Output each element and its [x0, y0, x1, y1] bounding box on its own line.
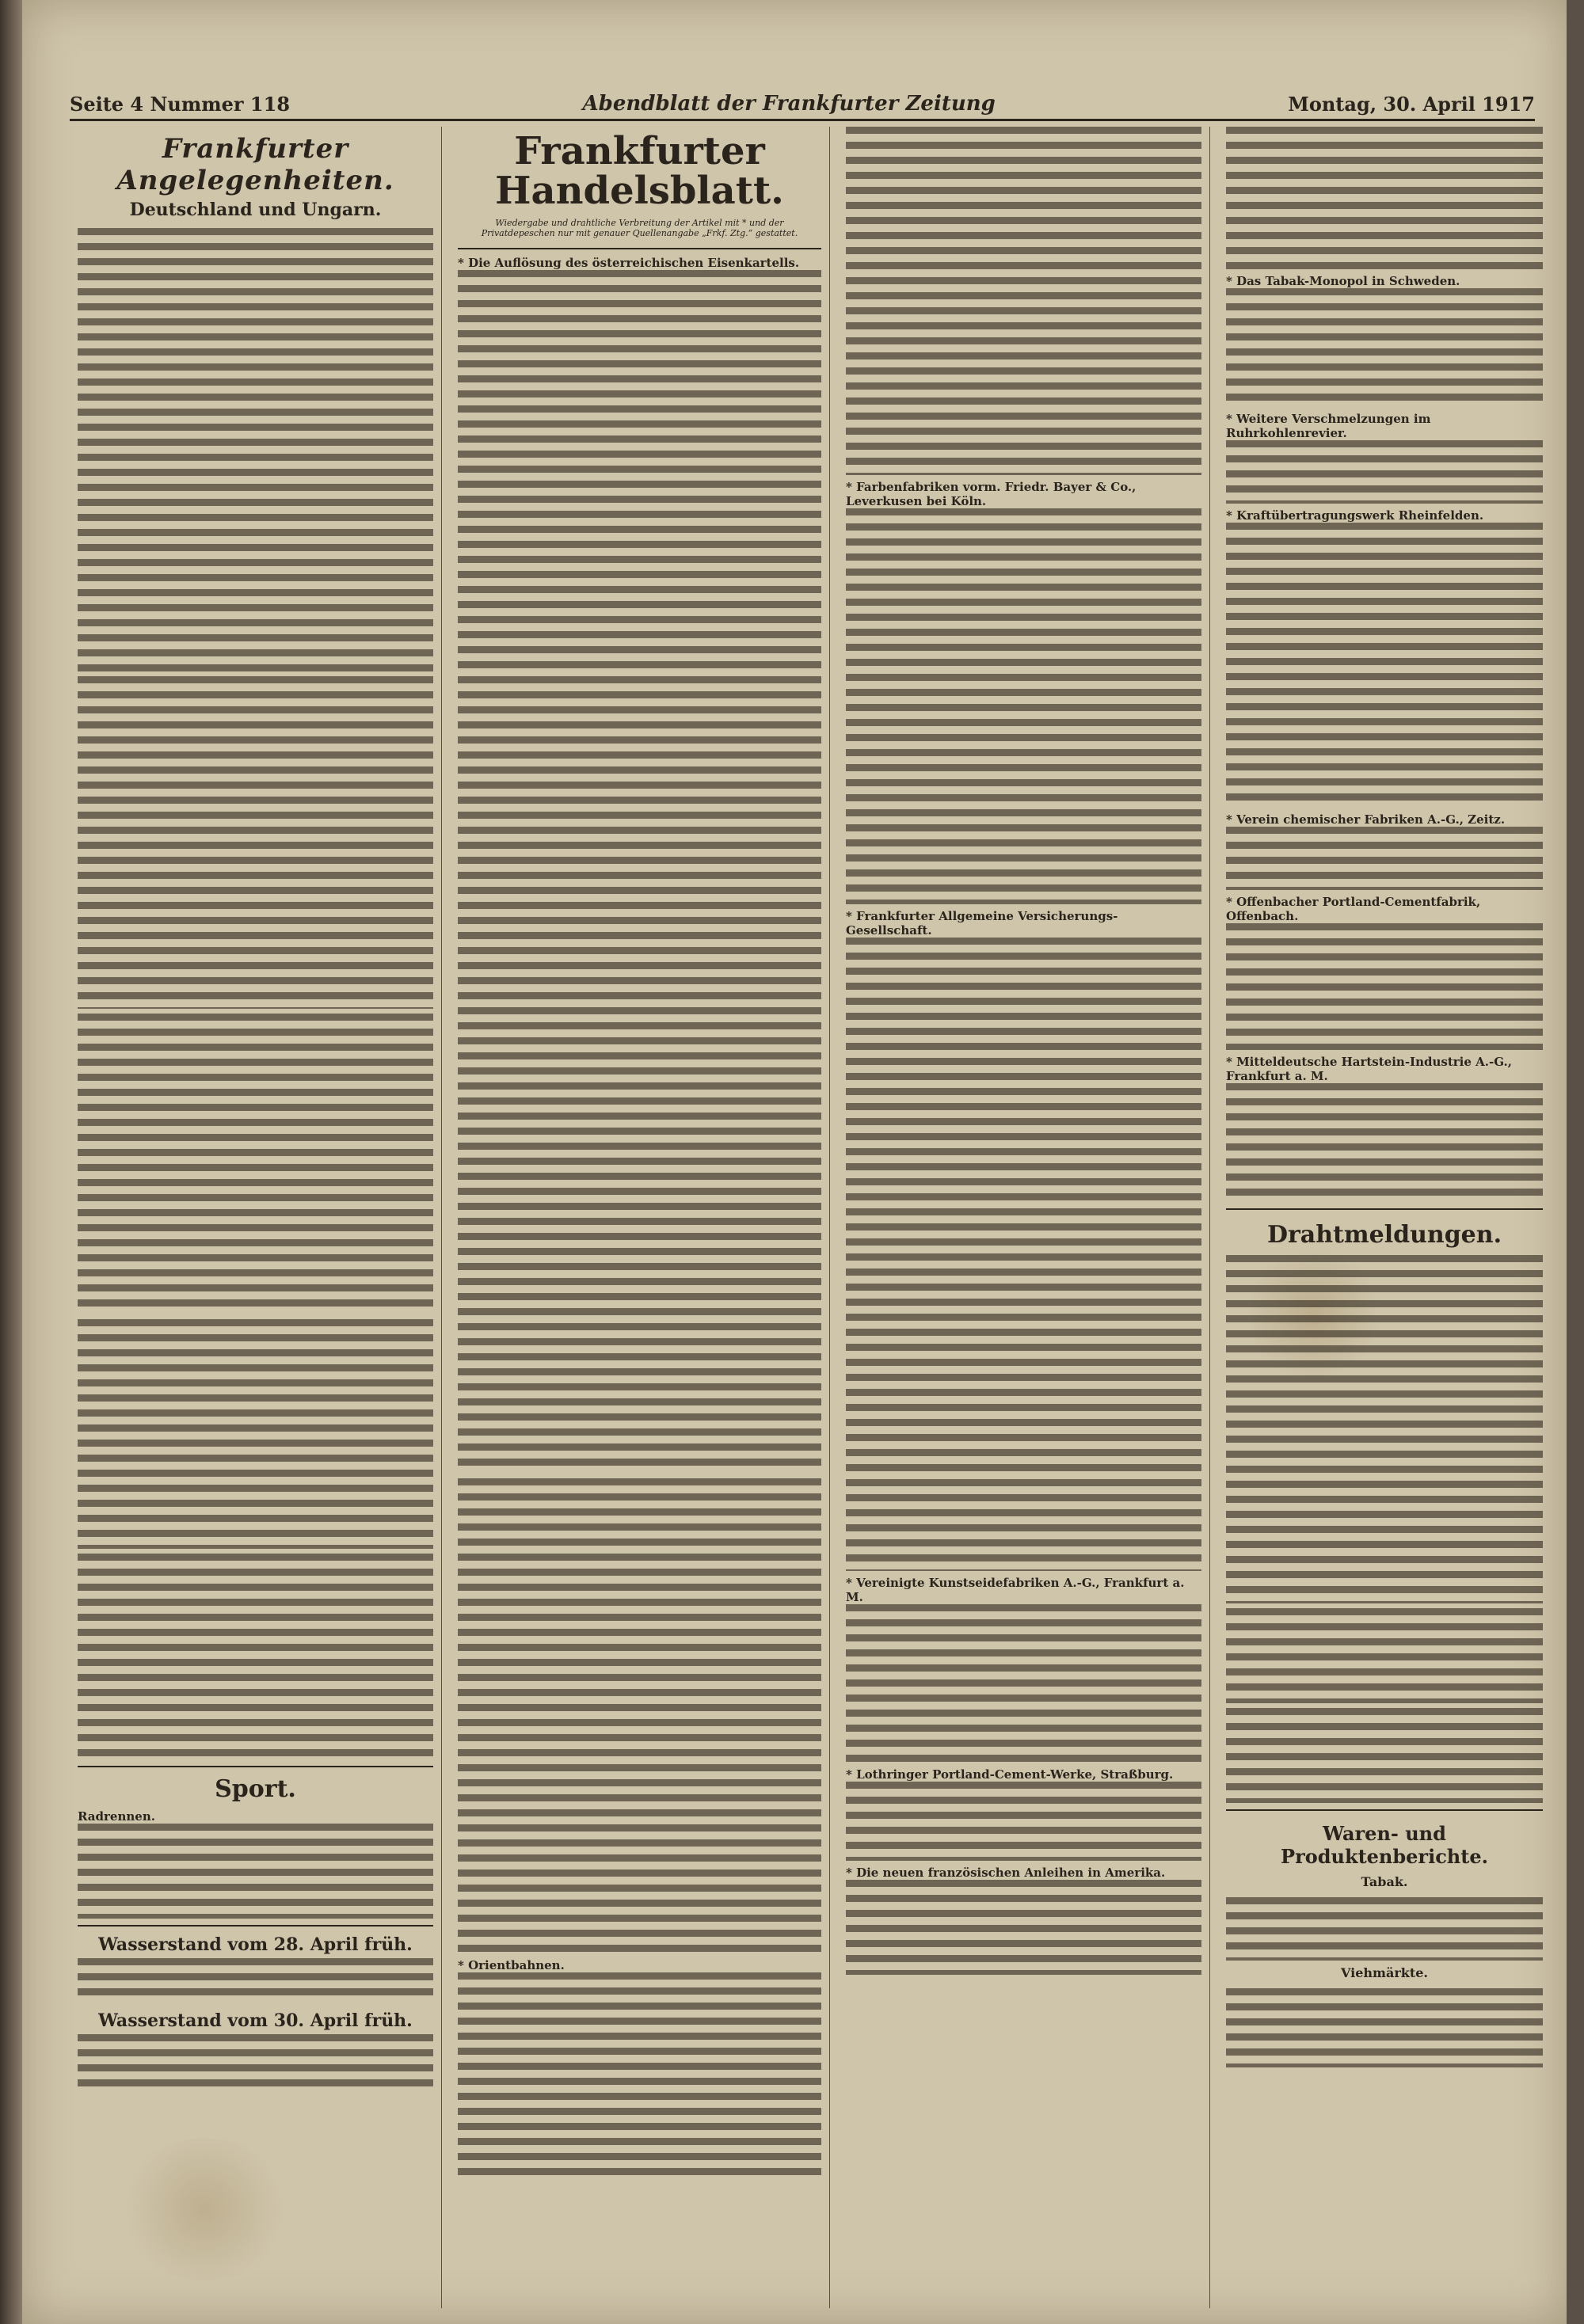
article-body — [78, 1014, 433, 1314]
water-level-title: Wasserstand vom 28. April früh. — [98, 1934, 413, 1955]
header-date: Montag, 30. April 1917 — [1288, 93, 1535, 116]
article-body — [1226, 1988, 1543, 2067]
article-headline: * Mitteldeutsche Hartstein-Industrie A.-G., Frankfurt a. M. — [1226, 1055, 1512, 1083]
header-page-number: Seite 4 Nummer 118 — [70, 93, 291, 116]
article-headline: * Die neuen französischen Anleihen in Amerika. — [846, 1866, 1166, 1880]
article-body — [1226, 127, 1543, 269]
section-title: Frankfurter Angelegenheiten. — [116, 133, 394, 196]
section-title-waren: Waren- und Produktenberichte. — [1281, 1822, 1488, 1868]
article-body — [846, 1604, 1201, 1763]
article-body — [846, 1880, 1201, 1975]
section-title-sport: Sport. — [215, 1775, 296, 1803]
exchange-rates-table — [1226, 1608, 1543, 1703]
column-handelsblatt-continued — [838, 127, 1210, 2308]
article-headline: * Frankfurter Allgemeine Versicherungs-Gesellschaft. — [846, 909, 1118, 938]
article-body — [78, 1319, 433, 1549]
article-body — [1226, 1255, 1543, 1603]
column-right — [1218, 127, 1551, 2308]
article-body — [1226, 523, 1543, 808]
article-body — [78, 676, 433, 1009]
divider — [1226, 1208, 1543, 1210]
section-title-drahtmeldungen: Drahtmeldungen. — [1266, 1221, 1502, 1249]
article-body — [78, 1554, 433, 1759]
column-frankfurter-angelegenheiten — [70, 127, 442, 2308]
article-headline: * Verein chemischer Fabriken A.-G., Zeitz. — [1226, 812, 1506, 827]
article-body — [458, 1478, 821, 1953]
newspaper-page — [22, 0, 1567, 2324]
section-title: Frankfurter Handelsblatt. — [495, 129, 784, 214]
article-body — [1226, 923, 1543, 1050]
header-publication: Abendblatt der Frankfurter Zeitung — [582, 92, 996, 116]
article-headline: Radrennen. — [78, 1809, 155, 1824]
column-handelsblatt — [450, 127, 830, 2308]
article-headline: * Die Auflösung des österreichischen Eisenkartells. — [458, 255, 800, 270]
article-subtitle: Tabak. — [1361, 1874, 1408, 1889]
article-headline: * Kraftübertragungswerk Rheinfelden. — [1226, 508, 1484, 523]
article-subtitle: Deutschland und Ungarn. — [129, 200, 382, 220]
water-level-table — [78, 2034, 433, 2094]
divider — [458, 248, 821, 249]
article-body — [1226, 1708, 1543, 1803]
divider — [78, 1925, 433, 1927]
article-body — [78, 1824, 433, 1919]
article-headline: * Lothringer Portland-Cement-Werke, Straßburg. — [846, 1767, 1174, 1782]
article-body — [1226, 1083, 1543, 1202]
article-headline: * Orientbahnen. — [458, 1957, 565, 1972]
divider — [1226, 1809, 1543, 1811]
article-body — [846, 938, 1201, 1571]
article-body — [1226, 1897, 1543, 1961]
article-body — [1226, 440, 1543, 504]
article-body — [846, 127, 1201, 475]
article-body — [846, 508, 1201, 904]
article-headline: * Farbenfabriken vorm. Friedr. Bayer & Co., Leverkusen bei Köln. — [846, 480, 1137, 508]
book-binding — [0, 0, 22, 2324]
article-body — [458, 1972, 821, 2178]
article-headline: * Weitere Verschmelzungen im Ruhrkohlenrevier. — [1226, 412, 1431, 440]
water-level-title: Wasserstand vom 30. April früh. — [98, 2010, 413, 2031]
article-headline: * Das Tabak-Monopol in Schweden. — [1226, 274, 1460, 288]
article-body — [846, 1782, 1201, 1861]
reproduction-note: Wiedergabe und drahtliche Verbreitung der Artikel mit * und der Privatdepeschen nur mit genauer Quellenangabe „Frkf. Ztg.“ gestattet. — [481, 217, 798, 238]
article-body — [1226, 827, 1543, 890]
article-body — [78, 228, 433, 671]
water-level-table — [78, 1958, 433, 2003]
article-body — [458, 270, 821, 1474]
article-body — [1226, 288, 1543, 407]
article-headline: * Vereinigte Kunstseidefabriken A.-G., Frankfurt a. M. — [846, 1576, 1185, 1604]
divider — [78, 1766, 433, 1767]
page-header — [70, 86, 1535, 121]
article-headline: * Offenbacher Portland-Cementfabrik, Offenbach. — [1226, 895, 1481, 923]
article-subtitle: Viehmärkte. — [1341, 1965, 1428, 1980]
